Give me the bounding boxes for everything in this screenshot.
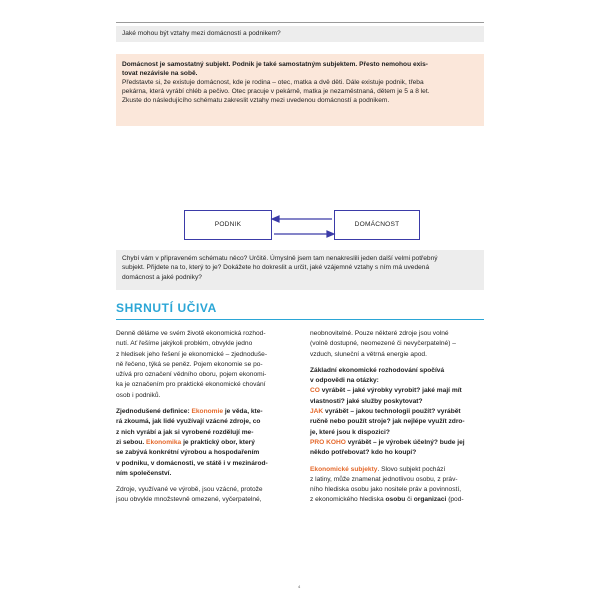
text-line: Denně děláme ve svém životě ekonomická rozhod- bbox=[116, 330, 266, 337]
definitions-paragraph bbox=[116, 407, 296, 479]
text-line bbox=[310, 386, 484, 396]
term-organizaci: organizaci bbox=[413, 496, 447, 504]
keyword-co: CO bbox=[310, 387, 320, 395]
paragraph-text: . Slovo subjekt pochází bbox=[377, 465, 446, 473]
hint-line: Chybí vám v připraveném schématu něco? Určitě. Úmyslně jsem tam nenakreslili jeden další velmi potřebný bbox=[122, 255, 438, 262]
top-rule bbox=[116, 22, 484, 23]
text-line: jsou obvykle množstevně omezené, vyčerpatelné, bbox=[116, 496, 262, 504]
intro-line: Zkuste do následujícího schématu zakreslit vztahy mezi uvedenou domácností a podnikem. bbox=[122, 96, 390, 104]
hint-line: domácnost a jaké podniky? bbox=[122, 273, 202, 281]
text-line: ka je označením pro praktické ekonomické chování bbox=[116, 381, 266, 389]
text-line: osob i podniků. bbox=[116, 391, 161, 399]
arrow-head-right bbox=[327, 231, 334, 237]
question-text: vyrábět – jaké výrobky vyrobit? jaké mají mít bbox=[319, 387, 462, 395]
text-line bbox=[310, 465, 484, 475]
section-title: SHRNUTÍ UČIVA bbox=[116, 301, 217, 315]
intro-line: pekárna, která vyrábí chléb a pečivo. Otec pracuje v pekárně, matka je nezaměstnaná, dětem je 5 a 8 let. bbox=[122, 87, 430, 95]
paragraph-text: (pod- bbox=[446, 496, 464, 504]
text-line: užívá pro označení vědního oboru, pojem ekonomi- bbox=[116, 371, 267, 379]
definition-text: je věda, kte- bbox=[223, 408, 263, 416]
keyword-pro-koho: PRO KOHO bbox=[310, 438, 346, 446]
term-osobu: osobu bbox=[385, 496, 406, 504]
questions-paragraph bbox=[310, 366, 484, 459]
text-line: nutí. Ať řešíme jakýkoli problém, obvykle jedno bbox=[116, 340, 253, 348]
diagram-arrows bbox=[116, 210, 484, 250]
definition-text: zi sebou. bbox=[116, 438, 147, 446]
hint-line: subjekt. Přijdete na to, který to je? Dokážete ho dokreslit a určit, jaké vzájemné vztahy s ním má uvedená bbox=[122, 264, 430, 272]
text-line: v odpovědi na otázky: bbox=[310, 377, 379, 385]
intro-line: Představte si, že existuje domácnost, kde je rodina – otec, matka a dvě děti. Dále existuje podnik, třeba bbox=[122, 78, 424, 86]
paragraph bbox=[310, 329, 484, 360]
paragraph bbox=[116, 329, 296, 401]
term-ekonomicke-subjekty: Ekonomické subjekty bbox=[310, 465, 378, 473]
domacnost-node: DOMÁCNOST bbox=[334, 210, 420, 240]
question-text: vyrábět – jakou technologii použít? vyrábět bbox=[323, 408, 461, 416]
text-line: ního hlediska osobu jako nositele práv a povinností, bbox=[310, 486, 462, 494]
text-line: ně řečeno, týká se peněz. Pojem ekonomie se po- bbox=[116, 360, 263, 368]
paragraph-text: či bbox=[405, 496, 414, 504]
arrow-head-left bbox=[272, 216, 279, 222]
paragraph-text: z ekonomického hlediska bbox=[310, 496, 386, 504]
text-line bbox=[310, 438, 484, 448]
text-line bbox=[116, 438, 296, 448]
intro-bold-line: Domácnost je samostatný subjekt. Podnik je také samostatným subjektem. Přesto nemohou exis- bbox=[122, 61, 428, 68]
text-line: ním společenství. bbox=[116, 469, 172, 477]
intro-box bbox=[116, 54, 484, 126]
hint-box bbox=[116, 250, 484, 290]
keyword-jak: JAK bbox=[310, 408, 324, 416]
definition-text: je praktický obor, který bbox=[181, 438, 255, 446]
subjects-paragraph bbox=[310, 465, 484, 506]
text-line: z hledisek jeho řešení je ekonomické – zjednoduše- bbox=[116, 350, 268, 358]
term-ekonomika: Ekonomika bbox=[146, 438, 182, 446]
left-column bbox=[116, 329, 296, 512]
text-line bbox=[310, 495, 484, 505]
text-line: vzduch, sluneční a větrná energie apod. bbox=[310, 350, 427, 358]
text-line: v podniku, v domácnosti, ve státě i v mezinárod- bbox=[116, 459, 268, 467]
page-number: 4 bbox=[298, 584, 301, 589]
relationship-diagram bbox=[116, 210, 484, 250]
question-text: vyrábět – je výrobek účelný? bude jej bbox=[345, 438, 465, 446]
section-rule bbox=[116, 319, 484, 320]
text-line: rá zkoumá, jak lidé využívají vzácné zdroje, co bbox=[116, 418, 261, 426]
definitions-lead: Zjednodušené definice: bbox=[116, 408, 192, 416]
intro-bold-line: tovat nezávisle na sobě. bbox=[122, 69, 198, 77]
question-text: Jaké mohou být vztahy mezi domácností a podnikem? bbox=[122, 30, 281, 37]
text-line: neobnovitelné. Pouze některé zdroje jsou volné bbox=[310, 330, 449, 337]
podnik-node: PODNIK bbox=[184, 210, 272, 240]
text-line bbox=[116, 407, 296, 417]
term-ekonomie: Ekonomie bbox=[191, 408, 223, 416]
text-line: z latiny, může znamenat jednotlivou osobu, z práv- bbox=[310, 475, 458, 483]
question-box bbox=[116, 26, 484, 42]
text-line: (volně dostupné, neomezené či nevyčerpatelné) – bbox=[310, 340, 456, 348]
text-line: někdo potřebovat? kdo ho koupí? bbox=[310, 449, 417, 457]
text-line: vlastnosti? jaké služby poskytovat? bbox=[310, 397, 423, 405]
text-line: Základní ekonomické rozhodování spočívá bbox=[310, 366, 445, 374]
text-line bbox=[310, 407, 484, 417]
text-line: se zabývá konkrétní výrobou a hospodařením bbox=[116, 449, 260, 457]
text-line: z nich vyrábí a jak si vyrobené rozdělují me- bbox=[116, 428, 254, 436]
text-line: ručně nebo použít stroje? jak nejlépe využít zdro- bbox=[310, 418, 465, 426]
paragraph bbox=[116, 485, 296, 506]
text-line: je, které jsou k dispozici? bbox=[310, 428, 390, 436]
text-line: Zdroje, využívané ve výrobě, jsou vzácné, protože bbox=[116, 486, 263, 494]
right-column bbox=[310, 329, 484, 512]
